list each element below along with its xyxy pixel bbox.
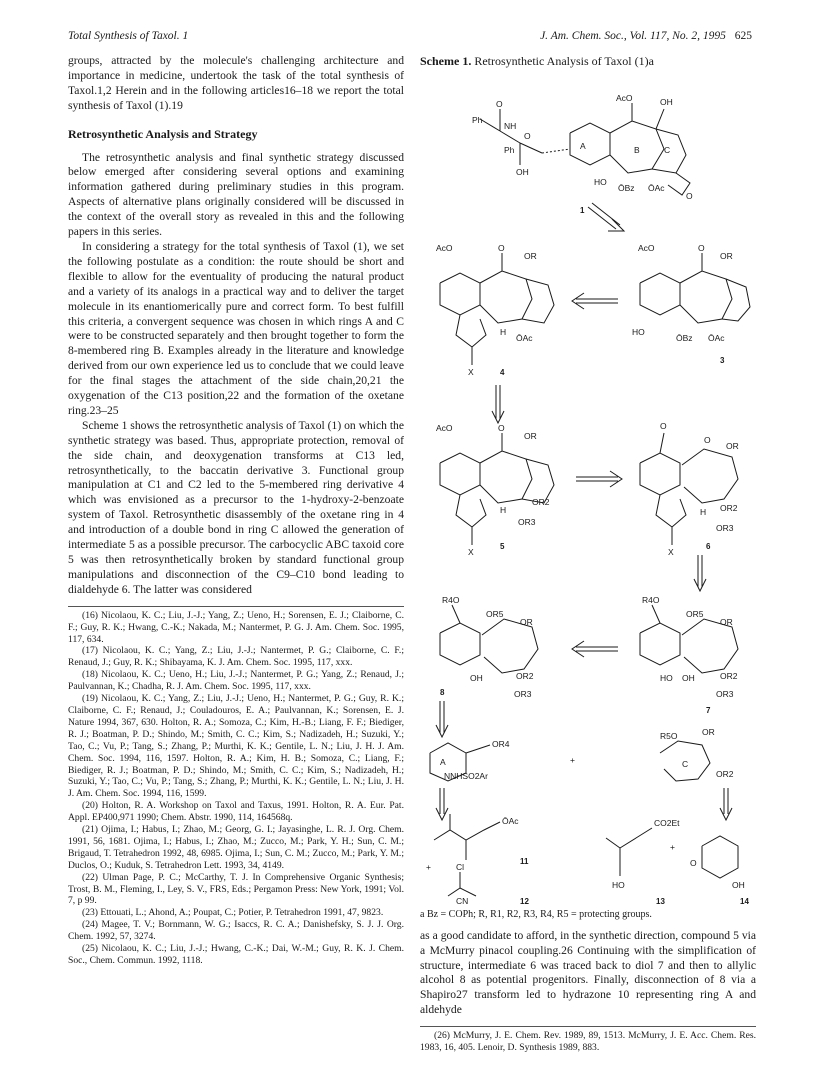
structure-3 — [640, 250, 750, 323]
atom-o-8: O — [704, 434, 711, 445]
atom-ho-13: HO — [612, 879, 625, 890]
ring-c-9: C — [682, 758, 689, 769]
structure-14 — [702, 836, 738, 878]
plus-9-10: + — [570, 754, 575, 765]
atom-o-6: O — [498, 422, 505, 433]
atom-or-3: OR — [720, 250, 733, 261]
retro-arrow-1-3 — [588, 203, 624, 231]
reference-16: (16) Nicolaou, K. C.; Liu, J.-J.; Yang, Z.; Ueno, H.; Sorensen, E. J.; Claiborne, C. F.; Guy, R. K.; Hwang, C.-K.; Nakada, M.; Nantermet, P. G. J. Am. Chem. Soc. 1995, 117, 634. — [68, 609, 404, 645]
retro-arrow-4-5 — [492, 385, 504, 423]
atom-r4o-7: R4O — [642, 594, 660, 605]
atom-x-5: X — [468, 546, 474, 557]
atom-aco-3: AcO — [638, 242, 655, 253]
atom-or2-6: OR2 — [720, 502, 738, 513]
structure-12 — [448, 872, 476, 896]
atom-x-4: X — [468, 366, 474, 377]
atom-or-4: OR — [524, 250, 537, 261]
atom-x-6: X — [668, 546, 674, 557]
atom-or2-7: OR2 — [720, 670, 738, 681]
label-compound-14: 14 — [740, 896, 749, 906]
body-paragraph-2: In considering a strategy for the total synthesis of Taxol (1), we set the following postulate as a condition: the route should be short and flexible to allow for the eventuality of producing the natural product and a variety of its analogs in a practical way and to deliver the target molecule in its enantiomerically pure and correct form. To best fulfill this criteria, a convergent sequence was chosen in which rings A and C were to be constructed separately and then brought together to form the 8-membered ring B. Examples already in the literature and knowledge derived from our own experience led us to conclude that we could leave for the final stages the attachment of the side chain,20,21 the oxygenation of the C13 position,22 and the formation of the oxetane ring.23–25 — [68, 239, 404, 417]
reference-25: (25) Nicolaou, K. C.; Liu, J.-J.; Hwang, C.-K.; Dai, W.-M.; Guy, R. K. J. Chem. Soc., Chem. Commun. 1992, 1118. — [68, 943, 404, 966]
atom-o-3: O — [686, 190, 693, 201]
right-column — [420, 54, 756, 1054]
label-compound-13: 13 — [656, 896, 665, 906]
intro-paragraph: groups, attracted by the molecule's challenging architecture and importance in medicine, undertook the task of the total synthesis of Taxol.1,2 Herein and in the following articles16–18 we report the total synthesis of Taxol (1).19 — [68, 54, 404, 112]
structure-4 — [440, 250, 554, 365]
references-right — [420, 1026, 756, 1054]
atom-co2et: CO2Et — [654, 817, 680, 828]
left-column — [68, 54, 404, 967]
label-compound-6: 6 — [706, 541, 711, 551]
atom-ho-7: HO — [660, 672, 673, 683]
reference-26: (26) McMurry, J. E. Chem. Rev. 1989, 89, 1513. McMurry, J. E. Acc. Chem. Res. 1983, 16, 405. Lenoir, D. Synthesis 1989, 883. — [420, 1030, 756, 1054]
atom-oh-2: OH — [660, 96, 673, 107]
atom-or-7: OR — [720, 616, 733, 627]
scheme-bottom-row — [420, 788, 756, 906]
atom-ph-2: Ph — [504, 144, 515, 155]
retro-arrow-10-11 — [436, 788, 448, 820]
atom-or-6: OR — [726, 440, 739, 451]
atom-oac-1: ŌAc — [648, 182, 665, 193]
atom-o-4: O — [498, 242, 505, 253]
atom-or2-8: OR2 — [516, 670, 534, 681]
running-header-right — [540, 30, 752, 42]
body-paragraph-1: The retrosynthetic analysis and final synthetic strategy discussed below emerged after considering several options and examining information gathered during preliminary studies in this program. Aspects of alternative plans originally considered will be discussed in the context of the overall story as revealed in this and the following papers in this series. — [68, 150, 404, 239]
atom-h-6: H — [700, 506, 707, 517]
reference-19: (19) Nicolaou, K. C.; Yang, Z.; Liu, J.-J.; Ueno, H.; Nantermet, P. G.; Guy, R. K.; Claiborne, C. F.; Renaud, J.; Couladouros, E. A.; Paulvannan, K.; Sorensen, E. J. Nature 1994, 367, 630. Holton, R. A.; Somoza, C.; Kim, H.-B.; Liang, F. F.; Biediger, R. J.; Boatman, P. D.; Shindo, M.; Smith, C. C.; Kim, S.; Nadizadeh, H.; Suzuki, Y.; Tao, C.; Vu, P.; Tang, S.; Zhang, P.; Murthi, K. K.; Gentile, L. N.; Liu, J. H. J. Am. Chem. Soc. 1994, 116, 1597. Holton, R. A.; Kim, H. B.; Somoza, C.; Liang, F.; Biediger, R. J.; Boatman, P. D.; Shindo, M.; Smith, C. C.; Kim, S.; Nadizadeh, H.; Suzuki, Y.; Tao, C.; Vu, P.; Tang, S.; Zhang, P.; Murthi, K. K.; Gentile, L. N.; Liu, J. H. J. Am. Chem. Soc. 1994, 116, 1599. — [68, 693, 404, 800]
reference-17: (17) Nicolaou, K. C.; Yang, Z.; Liu, J.-J.; Nantermet, P. G.; Claiborne, C. F.; Renaud, J.; Guy, R. K.; Shibayama, K. J. Am. Chem. Soc. 1995, 117, xxx. — [68, 645, 404, 669]
atom-obz-3: ŌBz — [676, 332, 693, 343]
atom-o-14: O — [690, 857, 697, 868]
label-compound-7: 7 — [706, 705, 711, 715]
atom-or-5: OR — [524, 430, 537, 441]
journal-citation: J. Am. Chem. Soc., Vol. 117, No. 2, 1995 — [540, 30, 726, 42]
atom-cl: Cl — [456, 861, 465, 872]
retro-arrow-9-13 — [720, 788, 732, 820]
atom-or4-10: OR4 — [492, 738, 510, 749]
atom-aco-1: AcO — [616, 92, 633, 103]
atom-or-8: OR — [520, 616, 533, 627]
label-compound-5: 5 — [500, 541, 505, 551]
atom-o-1: O — [496, 98, 503, 109]
retro-arrow-6-7 — [694, 555, 706, 591]
atom-r5o-9: R5O — [660, 730, 678, 741]
label-compound-8: 8 — [440, 687, 445, 697]
reference-20: (20) Holton, R. A. Workshop on Taxol and Taxus, 1991. Holton, R. A. Eur. Pat. Appl. EP400,971 1990; Chem. Abstr. 1990, 114, 164568q. — [68, 800, 404, 824]
retro-arrow-3-4 — [572, 293, 618, 309]
retro-arrow-7-8 — [572, 641, 618, 657]
atom-oac-4: ŌAc — [516, 332, 533, 343]
label-compound-11: 11 — [520, 856, 529, 866]
reference-21: (21) Ojima, I.; Habus, I.; Zhao, M.; Georg, G. I.; Jayasinghe, L. R. J. Org. Chem. 1991, 56, 1681. Ojima, I.; Habus, I.; Zhao, M.; Zucco, M.; Park, Y. H.; Sun, C. M.; Brigaud, T. Tetrahedron 1992, 48, 6985. Ojima, I.; Sun, C. M.; Zucco, M.; Park, Y. M.; Duclos, O.; Kuduk, S. Tetrahedron Lett. 1993, 34, 4149. — [68, 824, 404, 871]
atom-ph-1: Ph — [472, 114, 483, 125]
atom-or2-5: OR2 — [532, 496, 550, 507]
reference-23: (23) Ettouati, L.; Ahond, A.; Poupat, C.; Potier, P. Tetrahedron 1991, 47, 9823. — [82, 907, 384, 919]
atom-obz-1: ŌBz — [618, 182, 635, 193]
atom-h-5: H — [500, 504, 507, 515]
retro-arrow-5-6 — [576, 471, 622, 487]
atom-or3-7: OR3 — [716, 688, 734, 699]
reference-24: (24) Magee, T. V.; Bornmann, W. G.; Isaccs, R. C. A.; Danishefsky, S. J. J. Org. Chem. 1992, 57, 3274. — [68, 919, 404, 943]
label-compound-4: 4 — [500, 367, 505, 377]
scheme-caption — [420, 54, 756, 69]
plus-13-14: + — [670, 841, 675, 852]
scheme-footnote: a Bz = COPh; R, R1, R2, R3, R4, R5 = protecting groups. — [420, 908, 652, 920]
atom-or5-8: OR5 — [486, 608, 504, 619]
atom-or2-9: OR2 — [716, 768, 734, 779]
page-number: 625 — [734, 30, 752, 42]
atom-aco-5: AcO — [436, 422, 453, 433]
atom-or-9: OR — [702, 726, 715, 737]
atom-or3-6: OR3 — [716, 522, 734, 533]
ring-b: B — [634, 144, 640, 155]
atom-oh-14: OH — [732, 879, 745, 890]
structure-5 — [440, 430, 554, 545]
atom-o-2: O — [524, 130, 531, 141]
scheme-label: Scheme 1. — [420, 54, 472, 68]
atom-cn: CN — [456, 895, 469, 906]
atom-or3-5: OR3 — [518, 516, 536, 527]
atom-or5-7: OR5 — [686, 608, 704, 619]
label-compound-12: 12 — [520, 896, 529, 906]
atom-aco-4: AcO — [436, 242, 453, 253]
atom-ho-3: HO — [632, 326, 645, 337]
atom-h-4: H — [500, 326, 507, 337]
structure-11 — [434, 814, 500, 860]
references — [68, 606, 404, 967]
body-paragraph-right: as a good candidate to afford, in the synthetic direction, compound 5 via a McMurry pinacol coupling.26 Continuing with the simplification of structure, intermediate 6 was traced back to diol 7 and then to allylic alcohol 8 as potential progenitors. Finally, disconnection of 8 via a Shapiro27 transform led to hydrazone 10 representing ring A and aldehyde — [420, 928, 756, 1017]
ring-a-10: A — [440, 756, 446, 767]
atom-o-7: O — [660, 420, 667, 431]
label-compound-3: 3 — [720, 355, 725, 365]
ring-c: C — [664, 144, 671, 155]
scheme-title: Retrosynthetic Analysis of Taxol (1)a — [474, 54, 654, 68]
atom-oac-3: ŌAc — [708, 332, 725, 343]
retro-arrow-8-10 — [436, 701, 448, 737]
atom-ho-1: HO — [594, 176, 607, 187]
body-paragraph-3: Scheme 1 shows the retrosynthetic analysis of Taxol (1) on which the synthetic strategy was based. Thus, appropriate protection, removal of the side chain, and deoxygenation transforms at C13 led, retrosynthetically, to the baccatin derivative 3. Functional group manipulation at C1 and C2 led to the 5-membered ring derivative 4 which was envisioned as a precursor to the 1-hydroxy-2-benzoate system of Taxol. Retrosynthetic disassembly of the oxetane ring in 4 and introduction of a double bond in ring C allowed the generation of intermediate 5 as a possible precursor. The carbocyclic ABC taxoid core 5 was then retrosynthetically broken by standard functional group manipulations and disconnection of the C9–C10 bond leading to dialdehyde 6. The latter was considered — [68, 418, 404, 596]
atom-oh-8: OH — [470, 672, 483, 683]
plus-11-12: + — [426, 861, 431, 872]
reference-18: (18) Nicolaou, K. C.; Ueno, H.; Liu, J.-J.; Nantermet, P. G.; Yang, Z.; Renaud, J.; Paulvannan, K.; Chadha, R. J. Am. Chem. Soc. 1995, 117, xxx. — [68, 669, 404, 693]
atom-oh-7: OH — [682, 672, 695, 683]
atom-or3-8: OR3 — [514, 688, 532, 699]
reference-22: (22) Ulman Page, P. C.; McCarthy, T. J. In Comprehensive Organic Synthesis; Trost, B. M., Fleming, I., Ley, S. V., FRS, Eds.; Pergamon Press: New York, 1991; Vol. 7, p 99. — [68, 871, 404, 907]
atom-oh-1: OH — [516, 166, 529, 177]
label-compound-1: 1 — [580, 205, 585, 215]
section-heading: Retrosynthetic Analysis and Strategy — [68, 126, 258, 141]
running-header-left: Total Synthesis of Taxol. 1 — [68, 30, 189, 42]
atom-nh: NH — [504, 120, 517, 131]
structure-13 — [606, 828, 652, 876]
ring-a: A — [580, 140, 586, 151]
atom-o-5: O — [698, 242, 705, 253]
retrosynthesis-scheme — [420, 73, 756, 783]
atom-oac-11: ŌAc — [502, 815, 519, 826]
atom-nnhso2ar: NNHSO2Ar — [444, 770, 488, 781]
atom-r4o-8: R4O — [442, 594, 460, 605]
